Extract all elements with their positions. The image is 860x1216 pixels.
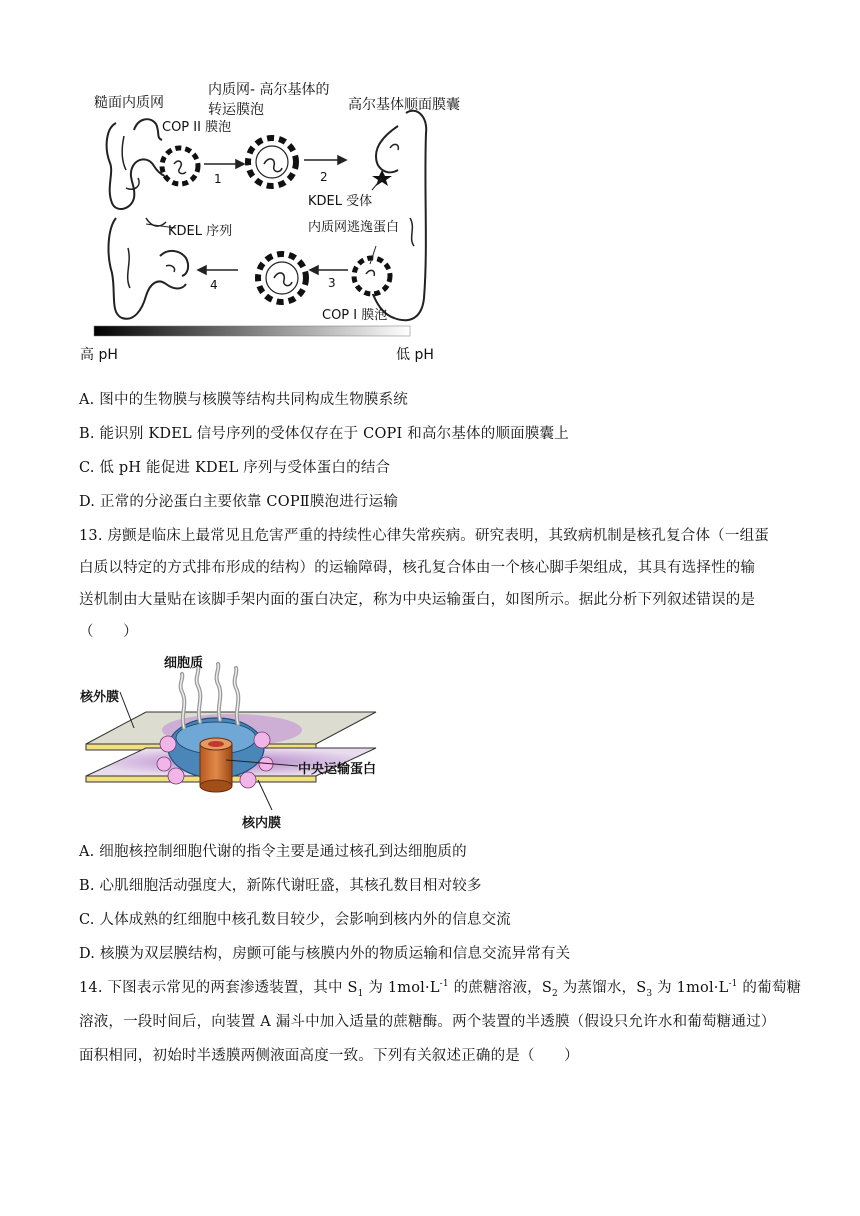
- label-kdel-sequence: KDEL 序列: [168, 224, 233, 239]
- label-high-ph: 高 pH: [80, 347, 118, 363]
- q13-option-c: C. 人体成熟的红细胞中核孔数目较少，会影响到核内外的信息交流: [79, 912, 511, 928]
- label-rough-er: 糙面内质网: [94, 95, 164, 111]
- label-low-ph: 低 pH: [396, 347, 434, 363]
- arrow-step-4: [198, 266, 238, 274]
- q14-line1-part-d: 为蒸馏水，S: [557, 980, 647, 996]
- label-step-4: 4: [210, 278, 218, 292]
- q13-option-b: B. 心肌细胞活动强度大，新陈代谢旺盛，其核孔数目相对较多: [79, 878, 482, 894]
- q14-unit-exponent-1: -1: [439, 979, 449, 990]
- rough-er-bud-top: [134, 119, 162, 140]
- q13-option-d: D. 核膜为双层膜结构，房颤可能与核膜内外的物质运输和信息交流异常有关: [79, 946, 571, 962]
- nuclear-pore-figure: [76, 648, 396, 834]
- q13-stem-line-2: 白质以特定的方式排布形成的结构）的运输障碍，核孔复合体由一个核心脚手架组成，其具有选择性的输: [79, 560, 756, 576]
- label-golgi-cis: 高尔基体顺面膜囊: [348, 97, 460, 113]
- nuclear-pore-diagram: [76, 648, 396, 834]
- label-step-2: 2: [320, 170, 328, 184]
- q14-unit-exponent-2: -1: [728, 979, 738, 990]
- q14-line1-part-e: 为 1mol·L: [652, 980, 729, 996]
- q13-stem-line-4: （ ）: [79, 624, 138, 640]
- er-golgi-diagram: [76, 78, 496, 368]
- ph-gradient-bar: [94, 326, 410, 336]
- q14-s3-subscript: 3: [646, 988, 653, 999]
- label-escape-protein: 内质网逃逸蛋白: [308, 220, 400, 235]
- q14-stem-line-3: 面积相同，初始时半透膜两侧液面高度一致。下列有关叙述正确的是（ ）: [79, 1048, 579, 1064]
- arrow-step-1: [204, 160, 244, 168]
- q14-s1-subscript: 1: [357, 988, 364, 999]
- cop1-transport-vesicle: [258, 254, 306, 302]
- er-golgi-transport-figure: [76, 78, 496, 368]
- label-central-transport-protein: 中央运输蛋白: [298, 762, 377, 777]
- q14-line1-part-a: 14. 下图表示常见的两套渗透装置，其中 S: [79, 980, 358, 996]
- q12-option-d: D. 正常的分泌蛋白主要依靠 COPⅡ膜泡进行运输: [79, 494, 399, 510]
- label-step-1: 1: [214, 172, 222, 186]
- label-cop2: COP II 膜泡: [162, 120, 232, 135]
- arrow-step-2: [304, 156, 346, 164]
- cop2-budding-vesicle: [162, 148, 198, 184]
- q13-stem-line-3: 送机制由大量贴在该脚手架内面的蛋白决定，称为中央运输蛋白，如图所示。据此分析下列叙述错误的是: [79, 592, 756, 608]
- rough-er-upper-inner: [122, 136, 126, 170]
- q14-s2-subscript: 2: [552, 988, 558, 999]
- label-cytoplasm: 细胞质: [164, 656, 204, 671]
- er-golgi-transport-vesicle: [248, 138, 296, 186]
- q12-option-c: C. 低 pH 能促进 KDEL 序列与受体蛋白的结合: [79, 460, 391, 476]
- label-cop1: COP I 膜泡: [322, 308, 388, 323]
- label-transport-vesicle: 内质网- 高尔基体的 转运膜泡: [208, 82, 330, 118]
- q14-stem-line-2: 溶液，一段时间后，向装置 A 漏斗中加入适量的蔗糖酶。两个装置的半透膜（假设只允许水和葡萄糖通过）: [79, 1014, 776, 1030]
- cop1-budding-vesicle: [354, 258, 390, 294]
- label-inner-membrane: 核内膜: [242, 816, 282, 831]
- q14-line1-part-b: 为 1mol·L: [363, 980, 440, 996]
- q13-stem-line-1: 13. 房颤是临床上最常见且危害严重的持续性心律失常疾病。研究表明，其致病机制是核孔复合体（一组蛋: [79, 528, 769, 544]
- q14-line1-part-c: 的蔗糖溶液，S: [448, 980, 552, 996]
- label-step-3: 3: [328, 276, 336, 290]
- label-kdel-receptor: KDEL 受体: [308, 194, 373, 209]
- q14-line1-part-f: 的葡萄糖: [737, 980, 802, 996]
- q12-option-b: B. 能识别 KDEL 信号序列的受体仅存在于 COPI 和高尔基体的顺面膜囊上: [79, 426, 569, 442]
- q14-stem-line-1: [79, 976, 801, 999]
- label-outer-membrane: 核外膜: [80, 690, 120, 705]
- q13-option-a: A. 细胞核控制细胞代谢的指令主要是通过核孔到达细胞质的: [79, 844, 467, 860]
- q12-option-a: A. 图中的生物膜与核膜等结构共同构成生物膜系统: [79, 392, 408, 408]
- arrow-step-3: [310, 266, 348, 274]
